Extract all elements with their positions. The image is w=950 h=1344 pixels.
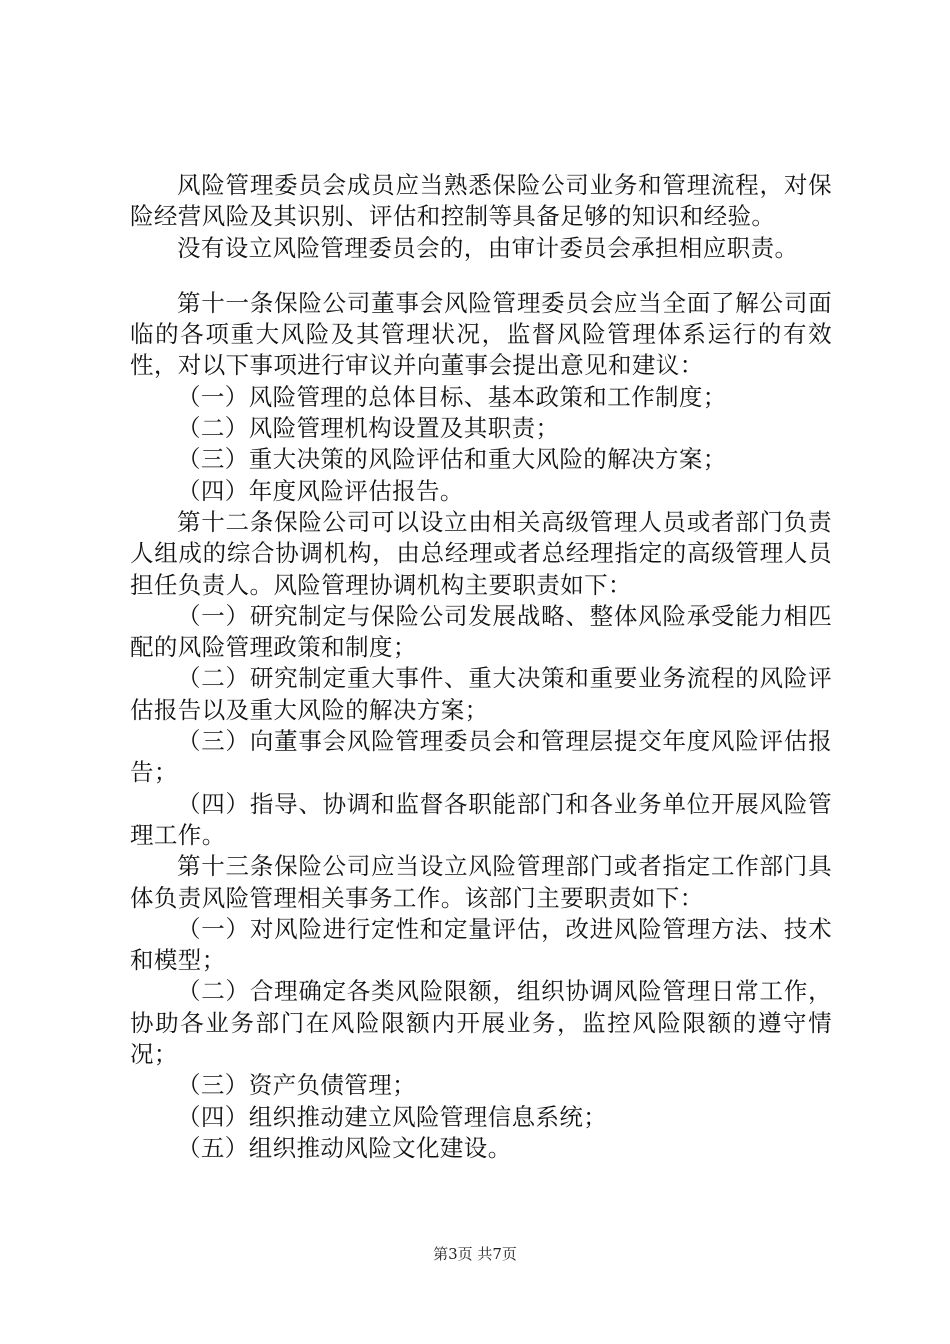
article-12: 第十二条保险公司可以设立由相关高级管理人员或者部门负责人组成的综合协调机构，由总经理或者总经理指定的高级管理人员担任负责人。风险管理协调机构主要职责如下： (130, 507, 832, 599)
article-13: 第十三条保险公司应当设立风险管理部门或者指定工作部门具体负责风险管理相关事务工作。该部门主要职责如下： (130, 852, 832, 912)
list-item: （一）风险管理的总体目标、基本政策和工作制度； (177, 382, 727, 411)
paragraph: 没有设立风险管理委员会的，由审计委员会承担相应职责。 (177, 233, 799, 262)
list-item: （一）研究制定与保险公司发展战略、整体风险承受能力相匹配的风险管理政策和制度； (130, 601, 832, 662)
list-item: （二）风险管理机构设置及其职责； (177, 414, 560, 443)
document-body (130, 170, 832, 1164)
list-item: （三）资产负债管理； (177, 1071, 416, 1100)
list-item: （四）组织推动建立风险管理信息系统； (177, 1102, 608, 1131)
list-item: （三）向董事会风险管理委员会和管理层提交年度风险评估报告； (130, 727, 832, 787)
list-item: （三）重大决策的风险评估和重大风险的解决方案； (177, 445, 727, 474)
list-item: （二）研究制定重大事件、重大决策和重要业务流程的风险评估报告以及重大风险的解决方案； (130, 664, 832, 724)
list-item: （一）对风险进行定性和定量评估，改进风险管理方法、技术和模型； (130, 914, 832, 975)
page-number-footer: 第3页 共7页 (433, 1245, 517, 1263)
paragraph: 风险管理委员会成员应当熟悉保险公司业务和管理流程，对保险经营风险及其识别、评估和控制等具备足够的知识和经验。 (130, 171, 832, 231)
list-item: （四）年度风险评估报告。 (177, 476, 464, 505)
list-item: （四）指导、协调和监督各职能部门和各业务单位开展风险管理工作。 (130, 789, 832, 849)
list-item: （二）合理确定各类风险限额，组织协调风险管理日常工作，协助各业务部门在风险限额内开展业务，监控风险限额的遵守情况； (130, 977, 832, 1069)
list-item: （五）组织推动风险文化建设。 (177, 1133, 512, 1162)
paragraph-spacer (130, 264, 832, 288)
article-11: 第十一条保险公司董事会风险管理委员会应当全面了解公司面临的各项重大风险及其管理状况，监督风险管理体系运行的有效性，对以下事项进行审议并向董事会提出意见和建议： (130, 288, 832, 380)
